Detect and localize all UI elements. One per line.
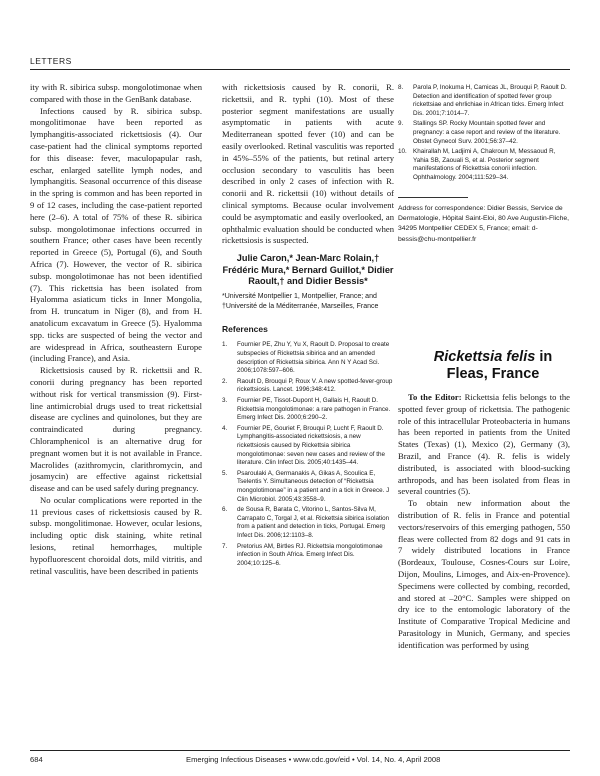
title-italic: Rickettsia felis <box>433 349 536 365</box>
correspondence-address: Address for correspondence: Didier Bessis, Service de Dermatologie, Hôpital Saint-Eloi, 80 Ave Augustin-Fliche, 34295 Montpellier CEDEX 5, France; email: d-bessis@chu-montpellier.fr <box>398 204 570 243</box>
letter-title <box>416 349 570 383</box>
paragraph: with rickettsiosis caused by R. conorii, R. rickettsii, and R. typhi (10). Most of these posterior segment manifestations are usually asymptomatic in patients with acute Mediterranean spotted fever (10) and can be easily overlooked. Retinal vasculitis was reported in 45%–55% of the patients, but retinal artery occlusion secondary to vasculitis has been described in only 2 cases of infection with R. conorii and R. rickettsii (10) without details of clinical symptoms. Because ocular involvement could be asymptomatic and easily overlooked, an ophthalmic evaluation should be conducted when rickettsiosis is suspected. <box>222 82 394 246</box>
author-list: Julie Caron,* Jean-Marc Rolain,† Frédéric Mura,* Bernard Guillot,* Didier Raoult,† and Didier Bessis* <box>222 253 394 287</box>
column-2 <box>222 82 394 570</box>
reference-list <box>222 341 394 568</box>
footer-rule <box>30 750 570 751</box>
affiliation: *Université Montpellier 1, Montpellier, France; and †Université de la Méditerranée, Marseilles, France <box>222 292 379 310</box>
header-rule <box>30 69 570 70</box>
paragraph: ity with R. sibirica subsp. mongolotimonae when compared with those in the GenBank database. <box>30 82 202 104</box>
reference-item: 3. Fournier PE, Tissot-Dupont H, Gallais H, Raoult D. Rickettsia mongolotimonae: a rare pathogen in France. Emerg Infect Dis. 2000;6:290–2. <box>222 397 391 422</box>
paragraph: No ocular complications were reported in the 11 previous cases of rickettsiosis caused by R. subsp. mongolitimonae. However, ocular lesions, including optic disk staining, white retinal lesions, retinal hemorrhages, multiple hypofluorescent choroidal dots, mild vitritis, and retinal vasculitis, have been described in patients <box>30 494 202 576</box>
reference-item: 1. Fournier PE, Zhu Y, Yu X, Raoult D. Proposal to create subspecies of Rickettsia sibirica and an amended description of Rickettsia sibirica. Ann N Y Acad Sci. 2006;1078:597–606. <box>222 341 390 375</box>
reference-item: 6. de Sousa R, Barata C, Vitorino L, Santos-Silva M, Carrapato C, Torgal J, et al. Rickettsia sibirica isolation from a patient and detection in ticks, Portugal. Emerg Infect Dis. 2006;12:1103–8. <box>222 506 390 539</box>
column-1 <box>30 82 202 577</box>
title-rest: in Fleas, France <box>446 349 553 382</box>
reference-item: 5. Psaroulaki A, Germanakis A, Gikas A, Scoulica E, Tselentis Y. Simultaneous detection of “Rickettsia mongolotimonae” in a patient and in a tick in Greece. J Clin Microbiol. 2005;43:3558–9. <box>222 469 390 503</box>
page-number: 684 <box>30 755 43 764</box>
editor-lead: To the Editor: <box>408 392 462 402</box>
reference-item: 8. Parola P, Inokuma H, Camicas JL, Brouqui P, Raoult D. Detection and identification of spotted fever group rickettsiae and ehrlichiae in African ticks. Emerg Infect Dis. 2001;7:1014–7. <box>398 84 567 117</box>
column-3-body <box>398 392 570 652</box>
journal-footer: Emerging Infectious Diseases • www.cdc.gov/eid • Vol. 14, No. 4, April 2008 <box>186 755 441 764</box>
correspondence-rule <box>398 197 468 198</box>
reference-item: 2. Raoult D, Brouqui P, Roux V. A new spotted-fever-group rickettsiosis. Lancet. 1996;348:412. <box>222 377 393 394</box>
column-3 <box>398 84 570 245</box>
reference-item: 9. Stallings SP. Rocky Mountain spotted fever and pregnancy: a case report and review of the literature. Obstet Gynecol Surv. 2001;56:37–42. <box>398 120 561 145</box>
paragraph: To the Editor: Rickettsia felis belongs to the spotted fever group of rickettsia. The pathogenic role of this intracellular Proteobacteria in humans has been reported in patients from the United States (Texas) (1), Mexico (2), Germany (3), Brazil, and France (4). R. felis is widely distributed, is associated with blood-sucking arthropods, and has been isolated from fleas in several countries (5). <box>398 392 570 497</box>
section-header: LETTERS <box>30 56 72 66</box>
paragraph: To obtain new information about the distribution of R. felis in France and potential vectors/reservoirs of this emerging pathogen, 550 fleas were collected from 82 dogs and 91 cats in 7 widely distributed locations in France (Bordeaux, Toulouse, Cosnes-Cours sur Loire, Dijon, Moulins, Limoges, and Aix-en-Provence). Specimens were collected by combing, recorded, and stored at –20°C. Samples were shipped on dry ice to the entomologic laboratory of the Institute of Comparative Tropical Medicine and Parasitology in Munich, Germany, and species identification was performed by using <box>398 498 570 650</box>
reference-item: 10. Khairallah M, Ladjimi A, Chakroun M, Messaoud R, Yahia SB, Zaouali S, et al. Posterior segment manifestations of Rickettsia conorii infection. Ophthalmology. 2004;111:529–34. <box>398 148 556 181</box>
reference-list <box>398 84 570 183</box>
paragraph: Infections caused by R. sibirica subsp. mongolitimonae have been reported as lymphangitis-associated rickettsiosis (4). Our case-patient had the clinical symptoms reported for this disease: fever, maculopapular rash, eschar, enlarged satellite lymph nodes, and lymphangitis. Seasonal occurrence of this disease in the spring is common and has been reported in 9 of 12 cases, including the case-patient reported here (2–6). A total of 75% of these R. sibirica subsp. mongolotimonae infections occurred in southern France; other cases have been recently reported in Greece (5), Portugal (6), and South Africa (7). However, the vector of R. sibirica subsp. mongolotimonae has not been identified (7). This rickettsia has been isolated from Hyalomma asiaticum ticks in Inner Mongolia, from H. truncatum in Niger (8), and from H. anatolicum excavatum in Greece (5). Hyalomma spp. ticks are suspected of being the vector and are widespread in Africa, southeastern Europe (including France), and Asia. <box>30 105 202 364</box>
reference-item: 7. Pretorius AM, Birtles RJ. Rickettsia mongolotimonae infection in South Africa. Emerg Infect Dis. 2004;10:125–6. <box>222 542 383 567</box>
references-heading: References <box>222 323 268 334</box>
paragraph: Rickettsiosis caused by R. rickettsii and R. conorii during pregnancy has been reported without risk for vertical transmission (9). First-line antimicrobial drugs used to treat rickettsial disease are cyclines and quinolones, but they are contraindicated during pregnancy. Chloramphenicol is an alternative drug for pregnant women but it is not available in France. Macrolides (azithromycin, clarithromycin, and josamycin) are effective against rickettsial disease and can be used safely during pregnancy. <box>30 365 202 494</box>
reference-item: 4. Fournier PE, Gouriet F, Brouqui P, Lucht F, Raoult D. Lymphangitis-associated rickettsiosis, a new rickettsiosis caused by Rickettsia sibirica mongolotimonae: seven new cases and review of the literature. Clin Infect Dis. 2005;40:1435–44. <box>222 424 386 467</box>
